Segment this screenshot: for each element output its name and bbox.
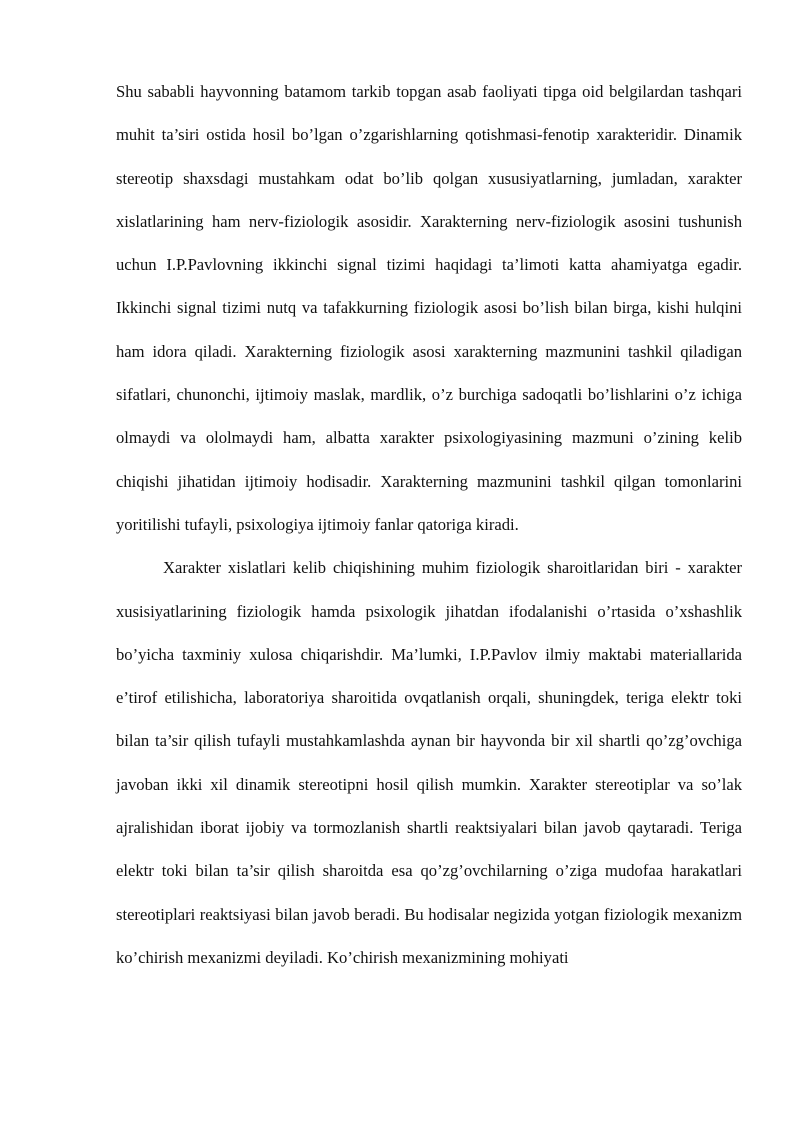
- body-text: [116, 70, 742, 979]
- paragraph-2: Xarakter xislatlari kelib chiqishining muhim fiziologik sharoitlaridan biri - xarakter xusisiyatlarining fiziologik hamda psixologik jihatdan ifodalanishi o’rtasida o’xshashlik bo’yicha taxminiy xulosa chiqarishdir. Ma’lumki, I.P.Pavlov ilmiy maktabi materiallarida e’tirof etilishicha, laboratoriya sharoitida ovqatlanish orqali, shuningdek, teriga elektr toki bilan ta’sir qilish tufayli mustahkamlashda aynan bir hayvonda bir xil shartli qo’zg’ovchiga javoban ikki xil dinamik stereotipni hosil qilish mumkin. Xarakter stereotiplar va so’lak ajralishidan iborat ijobiy va tormozlanish shartli reaktsiyalari bilan javob qaytaradi. Teriga elektr toki bilan ta’sir qilish sharoitda esa qo’zg’ovchilarning o’ziga mudofaa harakatlari stereotiplari reaktsiyasi bilan javob beradi. Bu hodisalar negizida yotgan fiziologik mexanizm ko’chirish mexanizmi deyiladi. Ko’chirish mexanizmining mohiyati: [116, 558, 742, 967]
- paragraph-1: Shu sababli hayvonning batamom tarkib topgan asab faoliyati tipga oid belgilardan tashqari muhit ta’siri ostida hosil bo’lgan o’zgarishlarning qotishmasi-fenotip xarakteridir. Dinamik stereotip shaxsdagi mustahkam odat bo’lib qolgan xususiyatlarning, jumladan, xarakter xislatlarining ham nerv-fiziologik asosidir. Xarakterning nerv-fiziologik asosini tushunish uchun I.P.Pavlovning ikkinchi signal tizimi haqidagi ta’limoti katta ahamiyatga egadir. Ikkinchi signal tizimi nutq va tafakkurning fiziologik asosi bo’lish bilan birga, kishi hulqini ham idora qiladi. Xarakterning fiziologik asosi xarakterning mazmunini tashkil qiladigan sifatlari, chunonchi, ijtimoiy maslak, mardlik, o’z burchiga sadoqatli bo’lishlarini o’z ichiga olmaydi va ololmaydi ham, albatta xarakter psixologiyasining mazmuni o’zining kelib chiqishi jihatidan ijtimoiy hodisadir. Xarakterning mazmunini tashkil qilgan tomonlarini yoritilishi tufayli, psixologiya ijtimoiy fanlar qatoriga kiradi.: [116, 82, 742, 534]
